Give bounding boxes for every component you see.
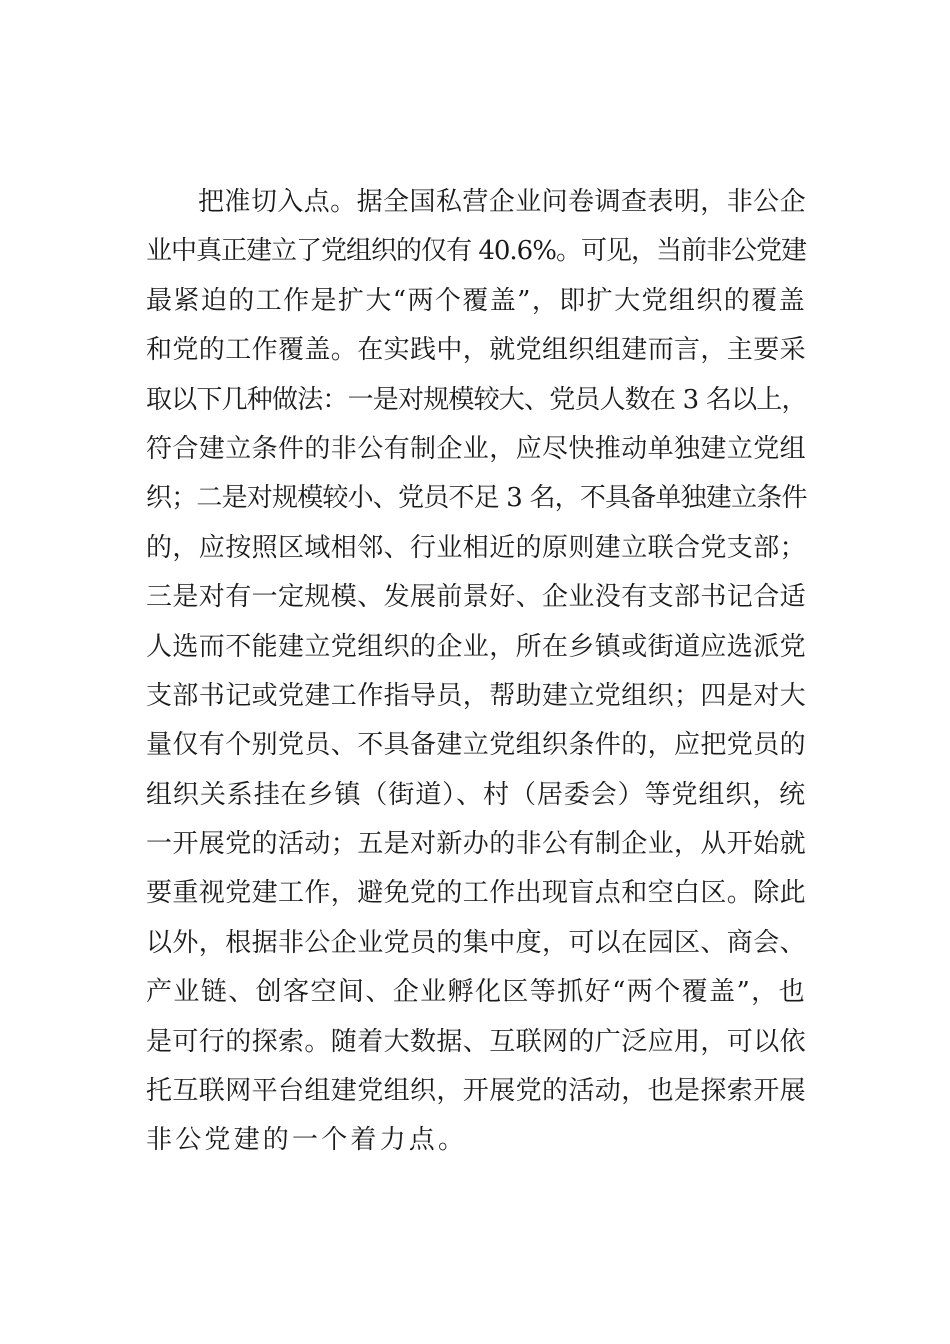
paragraph-line: 最紧迫的工作是扩大“两个覆盖”，即扩大党组织的覆盖 bbox=[146, 285, 806, 316]
paragraph-line: 的，应按照区域相邻、行业相近的原则建立联合党支部； bbox=[146, 532, 807, 563]
paragraph-line: 组织关系挂在乡镇（街道）、村（居委会）等党组织，统 bbox=[146, 779, 806, 810]
paragraph-line: 托互联网平台组建党组织，开展党的活动，也是探索开展 bbox=[146, 1076, 807, 1107]
body-paragraph bbox=[146, 178, 806, 1166]
paragraph-line: 量仅有个别党员、不具备建立党组织条件的，应把党员的 bbox=[146, 730, 807, 761]
paragraph-line: 以外，根据非公企业党员的集中度，可以在园区、商会、 bbox=[146, 927, 807, 958]
paragraph-line: 一开展党的活动；五是对新办的非公有制企业，从开始就 bbox=[146, 829, 807, 860]
paragraph-line: 织；二是对规模较小、党员不足 3 名，不具备单独建立条件 bbox=[146, 483, 807, 514]
paragraph-line: 支部书记或党建工作指导员，帮助建立党组织；四是对大 bbox=[146, 680, 807, 711]
paragraph-line: 非公党建的一个着力点。 bbox=[146, 1125, 468, 1156]
paragraph-line: 要重视党建工作，避免党的工作出现盲点和空白区。除此 bbox=[146, 878, 807, 909]
paragraph-line: 是可行的探索。随着大数据、互联网的广泛应用，可以依 bbox=[146, 1026, 807, 1057]
paragraph-line: 三是对有一定规模、发展前景好、企业没有支部书记合适 bbox=[146, 582, 807, 613]
paragraph-line: 产业链、创客空间、企业孵化区等抓好“两个覆盖”，也 bbox=[146, 977, 806, 1008]
paragraph-line: 取以下几种做法：一是对规模较大、党员人数在 3 名以上， bbox=[146, 384, 807, 415]
paragraph-line: 符合建立条件的非公有制企业，应尽快推动单独建立党组 bbox=[146, 433, 807, 464]
paragraph-line: 人选而不能建立党组织的企业，所在乡镇或街道应选派党 bbox=[146, 631, 807, 662]
paragraph-line: 把准切入点。据全国私营企业问卷调查表明，非公企 bbox=[198, 187, 806, 217]
paragraph-line: 业中真正建立了党组织的仅有 40.6%。可见，当前非公党建 bbox=[146, 236, 806, 267]
paragraph-line: 和党的工作覆盖。在实践中，就党组织组建而言，主要采 bbox=[146, 335, 807, 366]
